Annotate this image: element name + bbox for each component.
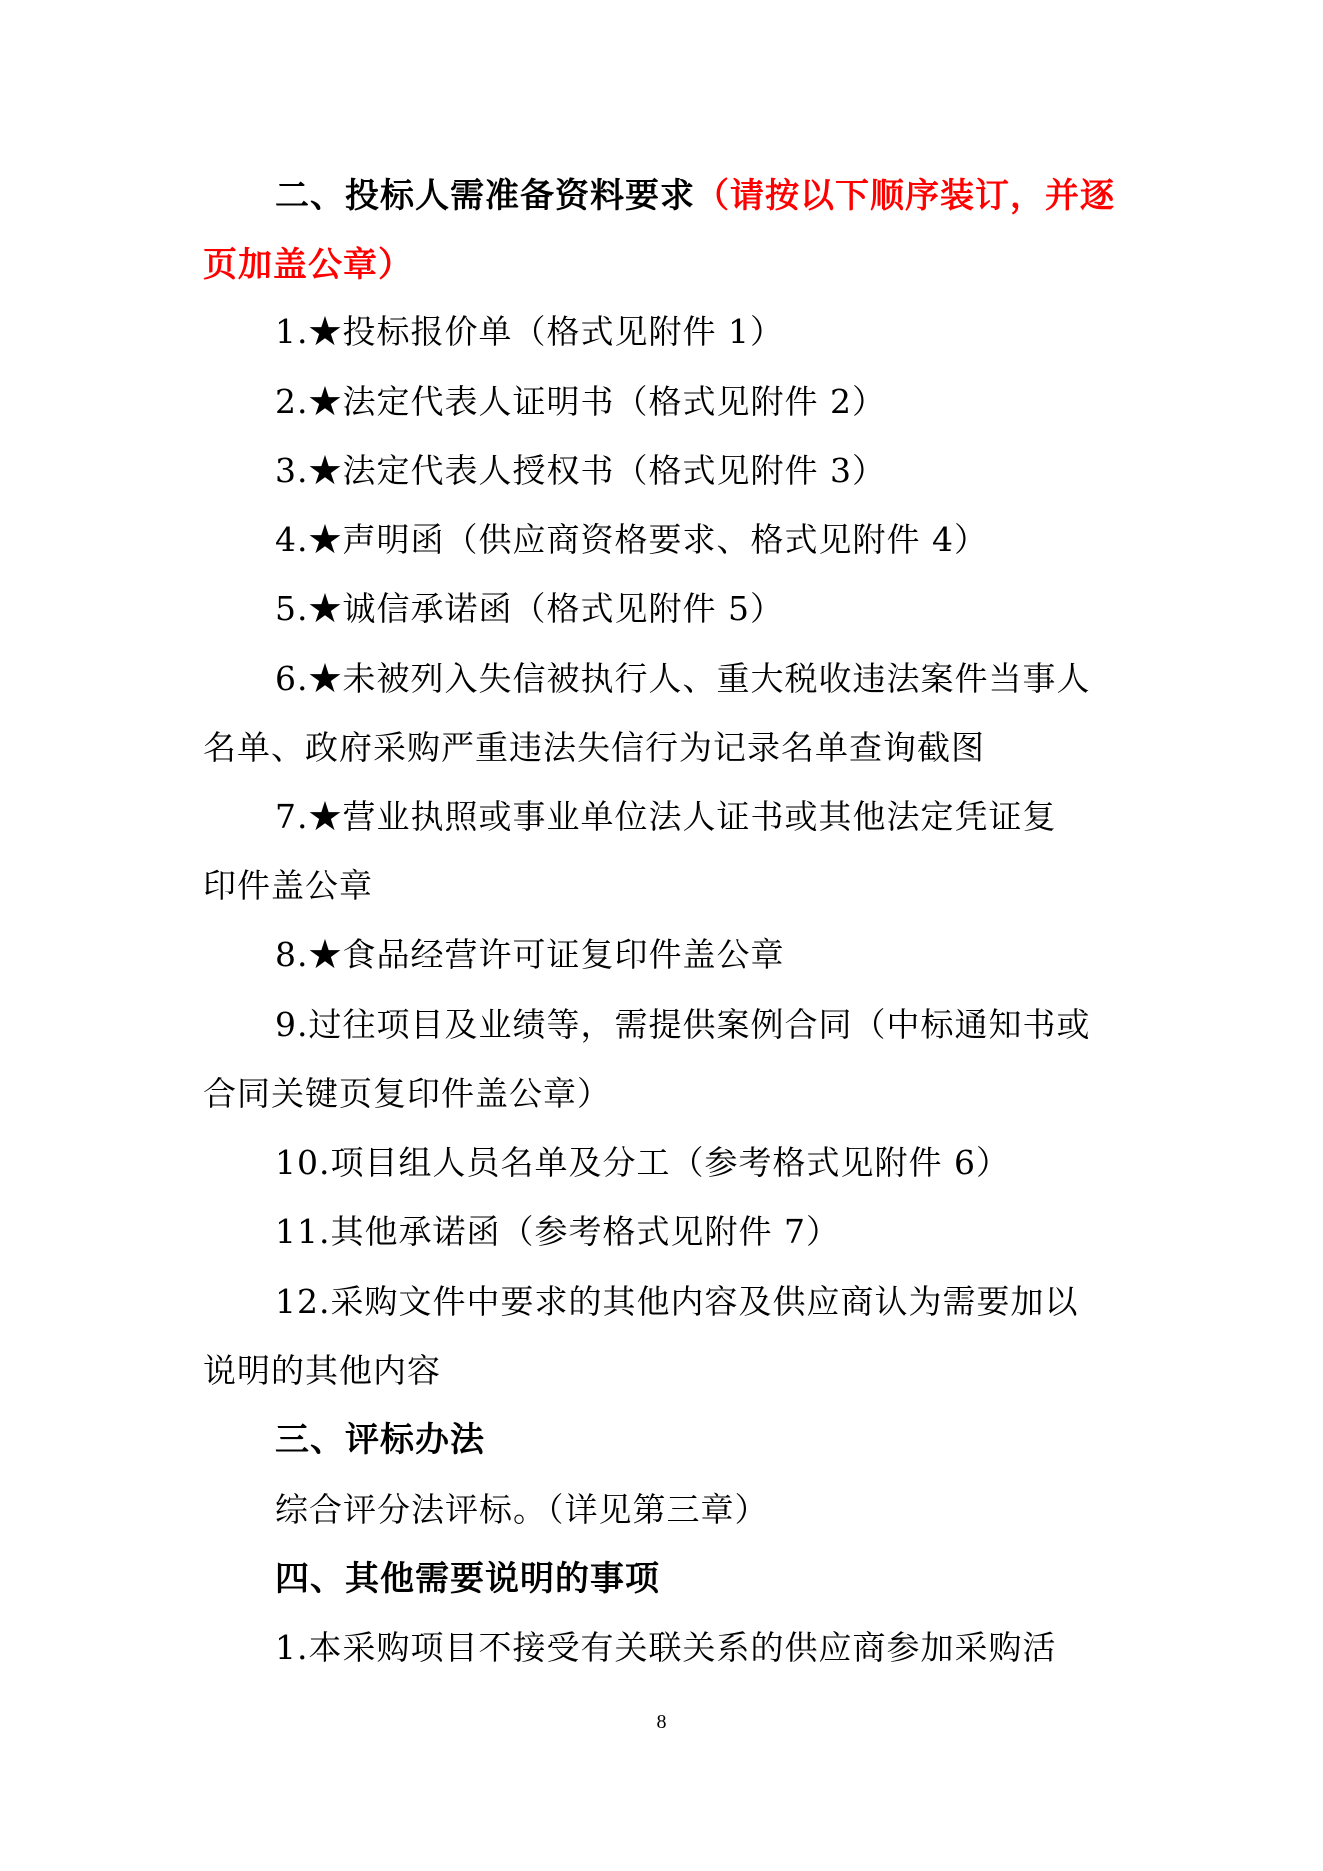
list-item-1: 1.★投标报价单（格式见附件 1） [275,312,784,351]
section-2-note-line2: 页加盖公章） [203,245,413,285]
list-item-6-line1: 6.★未被列入失信被执行人、重大税收违法案件当事人 [275,659,1091,698]
section-2-title: 二、投标人需准备资料要求 [275,176,695,216]
section-2-note-line1: （请按以下顺序装订，并逐 [695,176,1115,216]
list-item-12-line2: 说明的其他内容 [203,1351,441,1390]
list-item-8: 8.★食品经营许可证复印件盖公章 [275,935,785,974]
section-4-item-1-line1: 1.本采购项目不接受有关联关系的供应商参加采购活 [275,1628,1057,1667]
list-item-12-line1: 12.采购文件中要求的其他内容及供应商认为需要加以 [275,1282,1079,1321]
section-3-title: 三、评标办法 [275,1420,485,1460]
list-item-9-line1: 9.过往项目及业绩等，需提供案例合同（中标通知书或 [275,1005,1091,1044]
list-item-4: 4.★声明函（供应商资格要求、格式见附件 4） [275,520,988,559]
section-2-heading [275,176,1115,216]
list-item-7-line2: 印件盖公章 [203,866,373,905]
list-item-5: 5.★诚信承诺函（格式见附件 5） [275,589,784,628]
section-4-title: 四、其他需要说明的事项 [275,1559,660,1599]
list-item-10: 10.项目组人员名单及分工（参考格式见附件 6） [275,1143,1010,1182]
list-item-6-line2: 名单、政府采购严重违法失信行为记录名单查询截图 [203,728,985,767]
list-item-2: 2.★法定代表人证明书（格式见附件 2） [275,382,886,421]
list-item-11: 11.其他承诺函（参考格式见附件 7） [275,1212,840,1251]
list-item-7-line1: 7.★营业执照或事业单位法人证书或其他法定凭证复 [275,797,1057,836]
section-3-body: 综合评分法评标。（详见第三章） [275,1490,769,1529]
page-number: 8 [656,1711,667,1733]
list-item-9-line2: 合同关键页复印件盖公章） [203,1074,611,1113]
list-item-3: 3.★法定代表人授权书（格式见附件 3） [275,451,886,490]
